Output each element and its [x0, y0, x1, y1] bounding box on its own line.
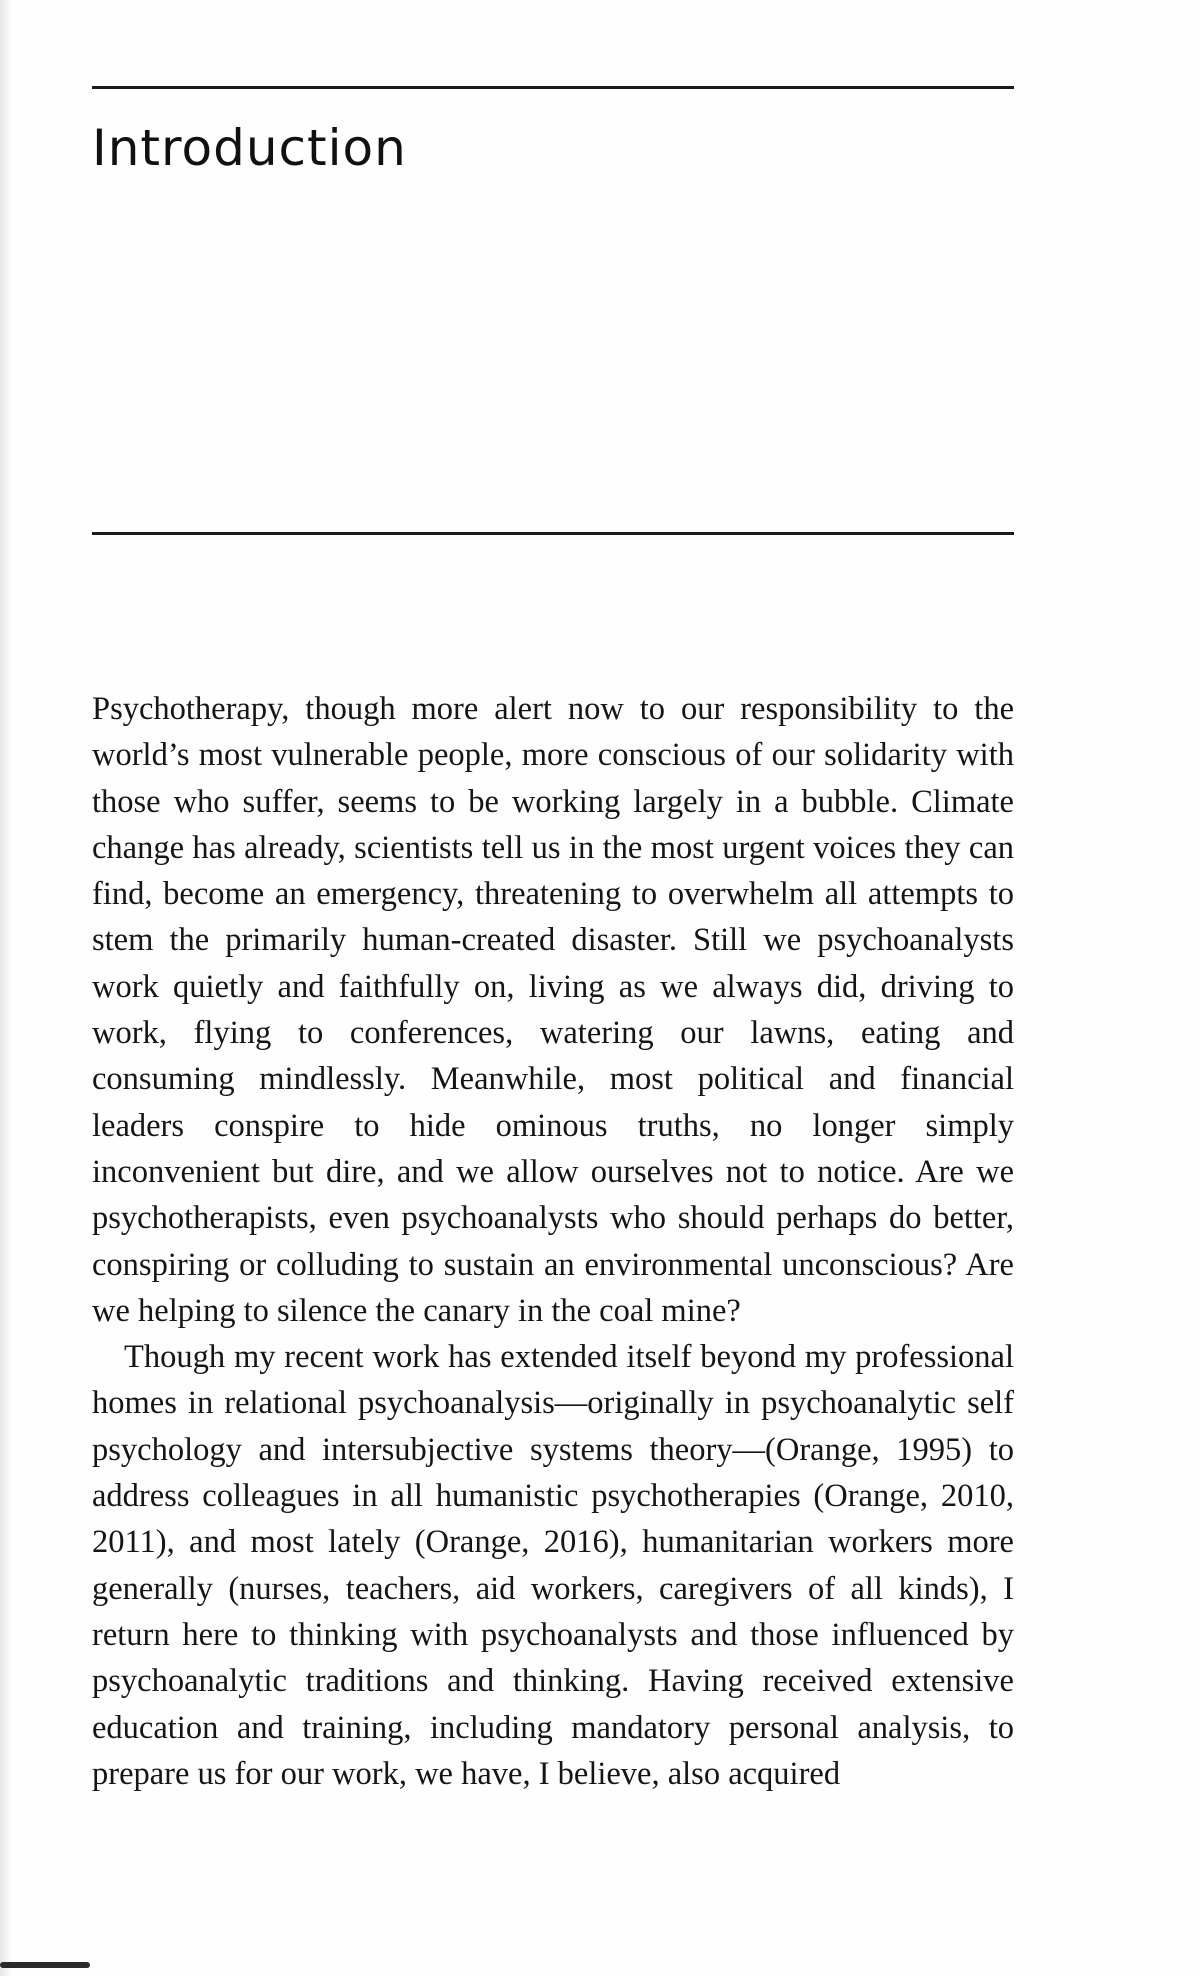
chapter-bottom-rule	[92, 532, 1014, 535]
paragraph-1: Psychotherapy, though more alert now to our responsibility to the world’s most vulnerable people, more conscious of our solidarity with those who suffer, seems to be working largely in a bubble. Climate change has already, scientists tell us in the most urgent voices they can find, become an emergency, threatening to overwhelm all attempts to stem the primarily human-created disaster. Still we psychoanalysts work quietly and faithfully on, living as we always did, driving to work, flying to conferences, watering our lawns, eating and consuming mindlessly. Meanwhile, most political and financial leaders conspire to hide ominous truths, no longer simply inconvenient but dire, and we allow ourselves not to notice. Are we psychotherapists, even psychoanalysts who should perhaps do better, conspiring or colluding to sustain an environmental unconscious? Are we helping to silence the canary in the coal mine?	[92, 691, 1014, 1329]
paragraph-2: Though my recent work has extended itself beyond my professional homes in relational psychoanalysis—originally in psychoanalytic self psychology and intersubjective systems theory—(Orange, 1995) to address colleagues in all humanistic psychotherapies (Orange, 2010, 2011), and most lately (Orange, 2016), humanitarian workers more generally (nurses, teachers, aid workers, caregivers of all kinds), I return here to thinking with psychoanalysts and those influenced by psychoanalytic traditions and thinking. Having received extensive education and training, including mandatory personal analysis, to prepare us for our work, we have, I believe, also acquired	[92, 1339, 1014, 1792]
page-gutter-shadow	[0, 0, 12, 1976]
chapter-title: Introduction	[92, 119, 407, 177]
scan-edge-mark	[0, 1962, 90, 1968]
body-text	[92, 686, 1014, 1797]
chapter-top-rule	[92, 86, 1014, 89]
